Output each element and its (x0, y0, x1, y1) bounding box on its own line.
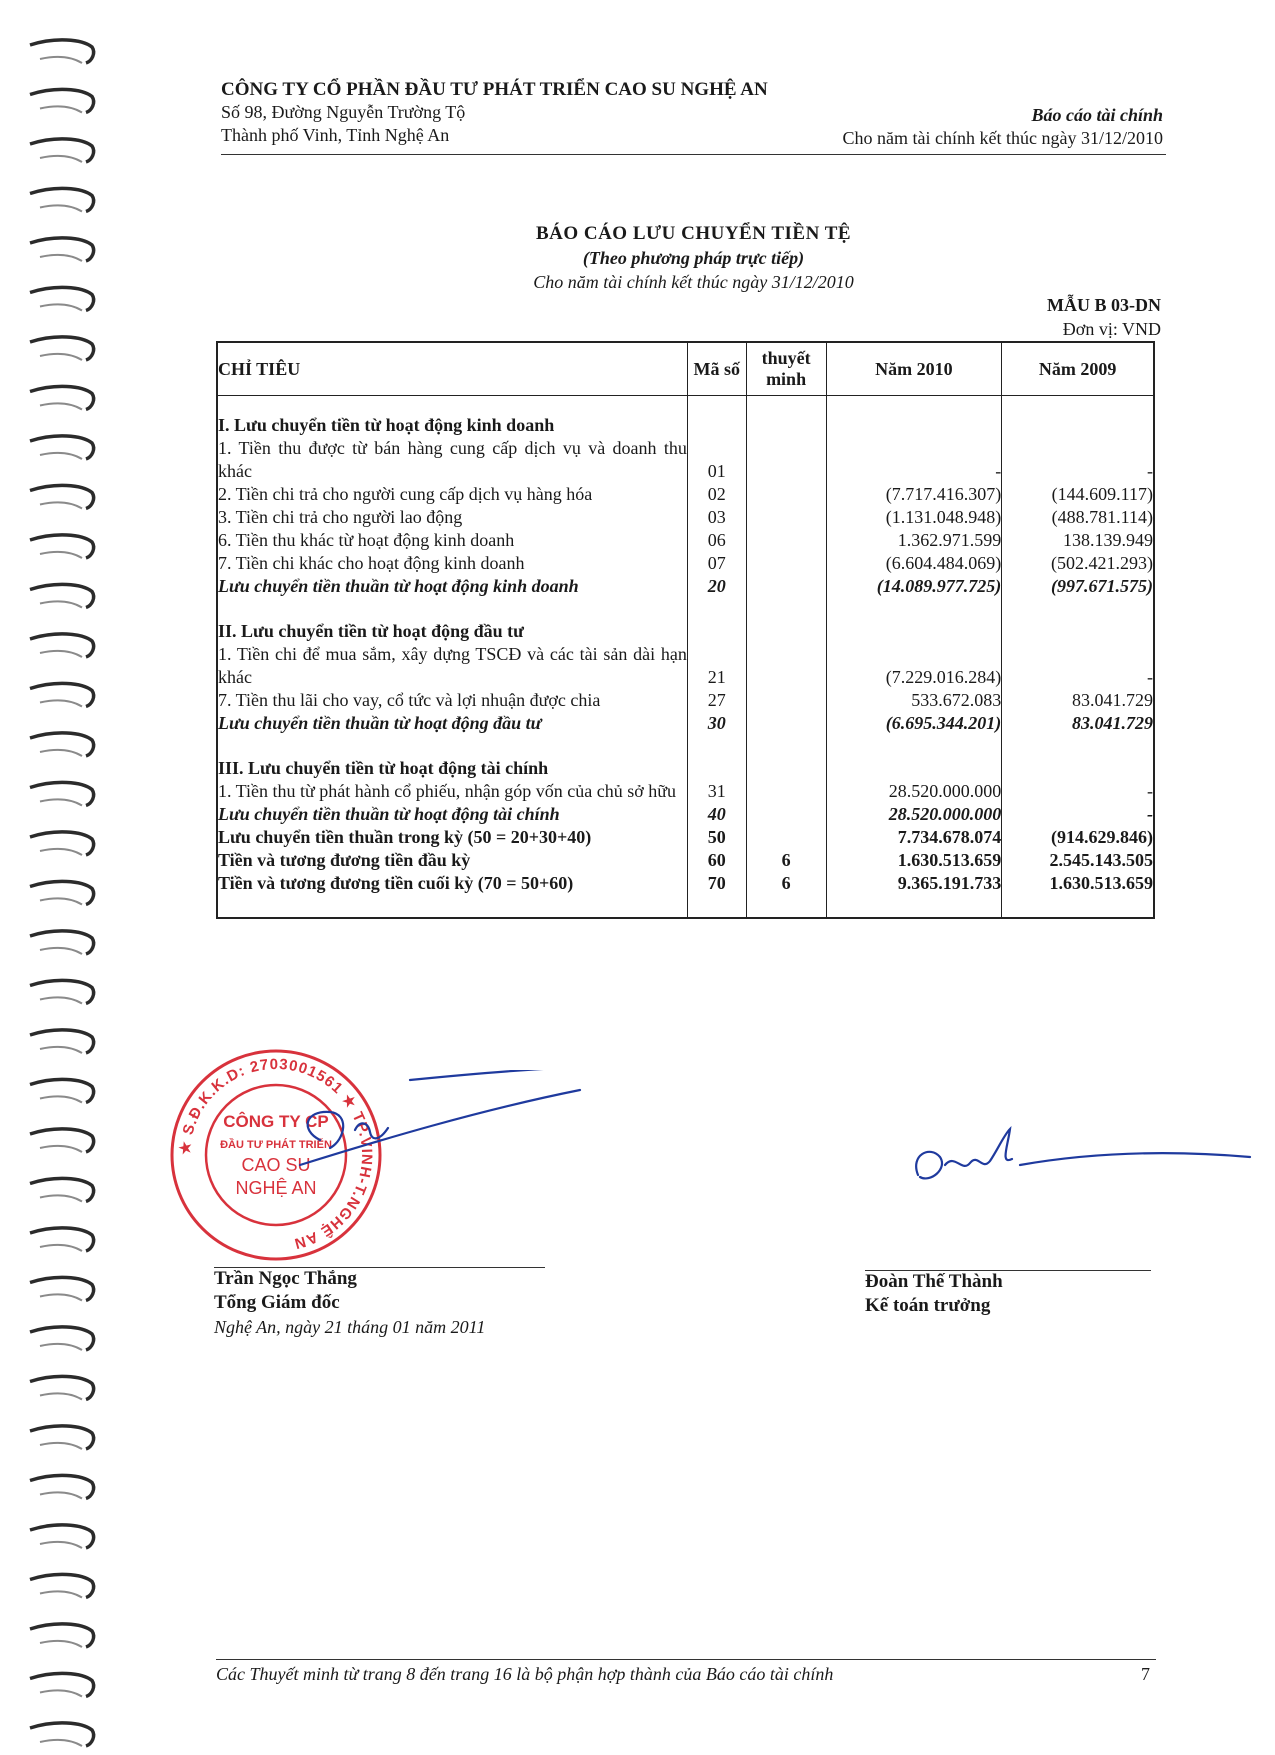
row-note (746, 643, 826, 689)
row-note (746, 712, 826, 735)
row-note (746, 414, 826, 437)
row-note (746, 757, 826, 780)
table-row (217, 780, 1154, 803)
row-code: 40 (687, 803, 746, 826)
company-header (221, 78, 768, 147)
row-code: 06 (687, 529, 746, 552)
page-footer (216, 1659, 1156, 1684)
table-row (217, 506, 1154, 529)
row-item: I. Lưu chuyển tiền từ hoạt động kinh doanh (217, 414, 687, 437)
spiral-binding (0, 0, 100, 1755)
row-note (746, 826, 826, 849)
row-code: 20 (687, 575, 746, 598)
row-item: 1. Tiền thu từ phát hành cổ phiếu, nhận góp vốn của chủ sở hữu (217, 780, 687, 803)
row-note (746, 506, 826, 529)
header-item: CHỈ TIÊU (217, 342, 687, 396)
row-item: 6. Tiền thu khác từ hoạt động kinh doanh (217, 529, 687, 552)
row-value-2009: 138.139.949 (1002, 529, 1154, 552)
table-spacer (217, 598, 1154, 620)
table-row (217, 643, 1154, 689)
row-value-2009: (914.629.846) (1002, 826, 1154, 849)
row-value-2010: (7.717.416.307) (826, 483, 1002, 506)
row-item: Tiền và tương đương tiền đầu kỳ (217, 849, 687, 872)
row-value-2009: 83.041.729 (1002, 712, 1154, 735)
row-code: 01 (687, 437, 746, 483)
form-info (1047, 293, 1161, 341)
row-value-2009 (1002, 620, 1154, 643)
row-value-2010: 533.672.083 (826, 689, 1002, 712)
accountant-signature-block (865, 1270, 1003, 1318)
statement-title (221, 222, 1166, 294)
row-value-2009: (488.781.114) (1002, 506, 1154, 529)
row-note (746, 689, 826, 712)
row-code: 31 (687, 780, 746, 803)
table-spacer (217, 735, 1154, 757)
table-row (217, 414, 1154, 437)
row-item: 1. Tiền thu được từ bán hàng cung cấp dịch vụ và doanh thu khác (218, 438, 687, 481)
company-address-line1: Số 98, Đường Nguyễn Trường Tộ (221, 102, 466, 122)
row-value-2009: (997.671.575) (1002, 575, 1154, 598)
row-value-2009: 2.545.143.505 (1002, 849, 1154, 872)
director-position: Tổng Giám đốc (214, 1292, 340, 1313)
row-code: 02 (687, 483, 746, 506)
row-note (746, 575, 826, 598)
table-row (217, 872, 1154, 895)
row-value-2010: (1.131.048.948) (826, 506, 1002, 529)
header-2010: Năm 2010 (826, 342, 1002, 396)
report-header (843, 104, 1163, 150)
table-row (217, 689, 1154, 712)
row-value-2010: 1.630.513.659 (826, 849, 1002, 872)
report-type: Báo cáo tài chính (1031, 105, 1163, 125)
report-period: Cho năm tài chính kết thúc ngày 31/12/2010 (842, 128, 1163, 148)
row-item: 3. Tiền chi trả cho người lao động (217, 506, 687, 529)
table-header-row (217, 342, 1154, 396)
row-code (687, 414, 746, 437)
row-item: 1. Tiền chi để mua sắm, xây dựng TSCĐ và các tài sản dài hạn khác (218, 644, 687, 687)
accountant-name: Đoàn Thế Thành (865, 1271, 1003, 1292)
table-row (217, 620, 1154, 643)
table-row (217, 483, 1154, 506)
table-row (217, 529, 1154, 552)
table-spacer (217, 396, 1154, 415)
table-row (217, 826, 1154, 849)
row-value-2009: 83.041.729 (1002, 689, 1154, 712)
row-item: 2. Tiền chi trả cho người cung cấp dịch vụ hàng hóa (217, 483, 687, 506)
statement-period: Cho năm tài chính kết thúc ngày 31/12/2010 (533, 272, 854, 292)
row-value-2009: - (1002, 803, 1154, 826)
row-note: 6 (746, 849, 826, 872)
director-name: Trần Ngọc Thắng (214, 1268, 357, 1289)
row-note (746, 780, 826, 803)
row-note: 6 (746, 872, 826, 895)
row-note (746, 552, 826, 575)
row-code: 27 (687, 689, 746, 712)
row-code (687, 757, 746, 780)
signing-date: Nghệ An, ngày 21 tháng 01 năm 2011 (214, 1317, 486, 1337)
row-value-2009: - (1002, 437, 1154, 483)
row-value-2010 (826, 757, 1002, 780)
row-code: 30 (687, 712, 746, 735)
row-item: Lưu chuyển tiền thuần từ hoạt động kinh doanh (217, 575, 687, 598)
row-value-2010: - (826, 437, 1002, 483)
row-note (746, 483, 826, 506)
row-note (746, 620, 826, 643)
row-value-2009 (1002, 414, 1154, 437)
row-code (687, 620, 746, 643)
cash-flow-table (216, 341, 1155, 919)
company-address-line2: Thành phố Vinh, Tỉnh Nghệ An (221, 125, 450, 145)
row-value-2009: - (1002, 780, 1154, 803)
page-number: 7 (1141, 1664, 1150, 1684)
row-item: Lưu chuyển tiền thuần từ hoạt động đầu tư (217, 712, 687, 735)
row-code: 50 (687, 826, 746, 849)
row-value-2010: (14.089.977.725) (826, 575, 1002, 598)
row-value-2009: 1.630.513.659 (1002, 872, 1154, 895)
row-value-2009: - (1002, 643, 1154, 689)
table-spacer (217, 895, 1154, 918)
row-value-2010: (6.604.484.069) (826, 552, 1002, 575)
director-signature-block (214, 1267, 485, 1339)
currency-unit: Đơn vị: VND (1062, 319, 1161, 339)
row-item: Lưu chuyển tiền thuần từ hoạt động tài chính (217, 803, 687, 826)
row-code: 70 (687, 872, 746, 895)
form-code: MẪU B 03-DN (1047, 295, 1161, 315)
row-value-2010: (6.695.344.201) (826, 712, 1002, 735)
row-value-2010: 1.362.971.599 (826, 529, 1002, 552)
row-item: II. Lưu chuyển tiền từ hoạt động đầu tư (217, 620, 687, 643)
table-row (217, 575, 1154, 598)
table-body (217, 396, 1154, 919)
row-value-2010 (826, 620, 1002, 643)
row-item: 7. Tiền thu lãi cho vay, cổ tức và lợi nhuận được chia (217, 689, 687, 712)
row-code: 03 (687, 506, 746, 529)
row-code: 07 (687, 552, 746, 575)
director-signature (260, 1070, 590, 1190)
footer-note: Các Thuyết minh từ trang 8 đến trang 16 là bộ phận hợp thành của Báo cáo tài chính (216, 1664, 834, 1684)
row-value-2010: (7.229.016.284) (826, 643, 1002, 689)
accountant-signature (900, 1125, 1260, 1205)
header-2009: Năm 2009 (1002, 342, 1154, 396)
row-value-2010: 9.365.191.733 (826, 872, 1002, 895)
stamp-line1: CÔNG TY CP (223, 1112, 329, 1131)
header-code: Mã số (687, 342, 746, 396)
header-note: thuyết minh (746, 342, 826, 396)
stamp-ring-text: ★ S.Đ.K.K.D: 2703001561 ★ TP.VINH-T.NGHỆ AN (176, 1055, 376, 1253)
table-row (217, 757, 1154, 780)
company-name: CÔNG TY CỔ PHẦN ĐẦU TƯ PHÁT TRIỂN CAO SU NGHỆ AN (221, 79, 768, 100)
row-item: 7. Tiền chi khác cho hoạt động kinh doanh (217, 552, 687, 575)
row-value-2010: 28.520.000.000 (826, 780, 1002, 803)
row-note (746, 529, 826, 552)
row-note (746, 437, 826, 483)
row-code: 60 (687, 849, 746, 872)
stamp-line2: ĐẦU TƯ PHÁT TRIỂN (220, 1139, 332, 1151)
row-value-2009: (144.609.117) (1002, 483, 1154, 506)
accountant-position: Kế toán trưởng (865, 1295, 991, 1316)
table-row (217, 552, 1154, 575)
row-value-2009 (1002, 757, 1154, 780)
table-row (217, 712, 1154, 735)
stamp-line3: CAO SU (241, 1155, 311, 1175)
table-row (217, 849, 1154, 872)
row-item: Lưu chuyển tiền thuần trong kỳ (50 = 20+30+40) (217, 826, 687, 849)
header-divider (221, 154, 1166, 155)
row-value-2010: 7.734.678.074 (826, 826, 1002, 849)
statement-method: (Theo phương pháp trực tiếp) (582, 248, 805, 268)
statement-title-main: BÁO CÁO LƯU CHUYỂN TIỀN TỆ (535, 223, 852, 244)
row-note (746, 803, 826, 826)
row-code: 21 (687, 643, 746, 689)
row-value-2009: (502.421.293) (1002, 552, 1154, 575)
row-value-2010: 28.520.000.000 (826, 803, 1002, 826)
row-value-2010 (826, 414, 1002, 437)
row-item: III. Lưu chuyển tiền từ hoạt động tài chính (217, 757, 687, 780)
table-row (217, 437, 1154, 483)
row-item: Tiền và tương đương tiền cuối kỳ (70 = 50+60) (217, 872, 687, 895)
stamp-line4: NGHỆ AN (235, 1178, 317, 1198)
table-row (217, 803, 1154, 826)
